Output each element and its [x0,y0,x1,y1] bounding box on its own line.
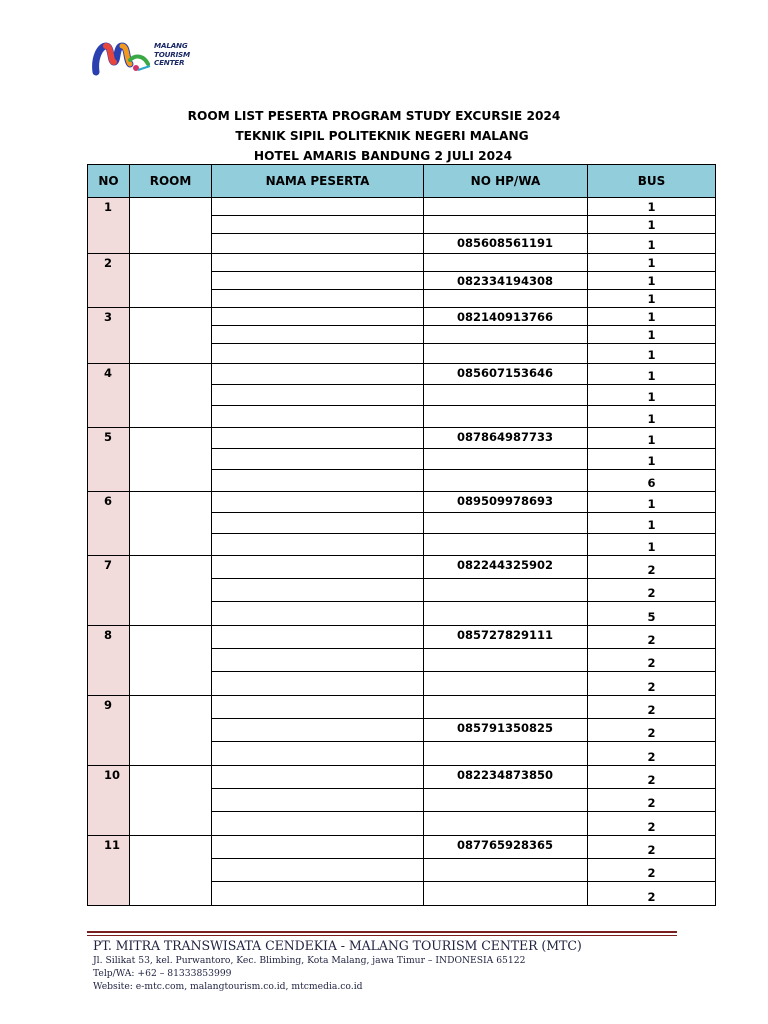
room-number-cell: 7 [88,556,130,626]
bus-cell: 2 [588,649,716,672]
participant-name-cell [212,344,424,364]
participant-name-cell [212,234,424,254]
room-cell [130,626,212,696]
bus-cell: 1 [588,492,716,513]
phone-cell: 087864987733 [424,428,588,449]
header-bus: BUS [588,165,716,198]
phone-cell [424,216,588,234]
table-row [88,198,716,216]
participant-name-cell [212,492,424,513]
room-cell [130,364,212,428]
phone-cell: 082234873850 [424,766,588,789]
phone-cell [424,513,588,534]
bus-cell: 2 [588,579,716,602]
room-number-cell: 1 [88,198,130,254]
room-number-cell: 3 [88,308,130,364]
bus-cell: 1 [588,385,716,406]
header-no: NO [88,165,130,198]
phone-cell: 085791350825 [424,719,588,742]
participant-name-cell [212,602,424,626]
document-title-block [0,106,768,166]
room-cell [130,428,212,492]
phone-cell [424,882,588,906]
bus-cell: 1 [588,513,716,534]
participant-name-cell [212,696,424,719]
table-header-row [88,165,716,198]
phone-cell [424,602,588,626]
room-number-cell: 9 [88,696,130,766]
table-row [88,254,716,272]
bus-cell: 1 [588,534,716,556]
table-row [88,836,716,859]
phone-cell: 089509978693 [424,492,588,513]
bus-cell: 2 [588,556,716,579]
bus-cell: 1 [588,428,716,449]
mtc-logo-mark-icon [92,38,154,78]
phone-cell [424,344,588,364]
bus-cell: 2 [588,836,716,859]
phone-cell [424,672,588,696]
phone-cell: 082140913766 [424,308,588,326]
footer-rule-thick [87,931,677,933]
room-number-cell: 2 [88,254,130,308]
header-nama-peserta: NAMA PESERTA [212,165,424,198]
table-row [88,492,716,513]
phone-cell [424,579,588,602]
title-line2: TEKNIK SIPIL POLITEKNIK NEGERI MALANG [235,129,529,143]
bus-cell: 1 [588,272,716,290]
table-row [88,364,716,385]
header-phone: NO HP/WA [424,165,588,198]
phone-cell [424,470,588,492]
phone-cell [424,198,588,216]
phone-cell: 082244325902 [424,556,588,579]
room-cell [130,696,212,766]
table-row [88,766,716,789]
participant-name-cell [212,364,424,385]
phone-cell [424,859,588,882]
bus-cell: 5 [588,602,716,626]
participant-name-cell [212,672,424,696]
bus-cell: 1 [588,308,716,326]
room-cell [130,556,212,626]
phone-cell [424,789,588,812]
participant-name-cell [212,513,424,534]
room-list-table [87,164,716,906]
bus-cell: 2 [588,789,716,812]
room-number-cell: 11 [88,836,130,906]
room-cell [130,198,212,254]
participant-name-cell [212,216,424,234]
bus-cell: 1 [588,449,716,470]
room-number-cell: 8 [88,626,130,696]
phone-cell: 087765928365 [424,836,588,859]
bus-cell: 2 [588,859,716,882]
title-line1: ROOM LIST PESERTA PROGRAM STUDY EXCURSIE 2024 [187,109,561,123]
bus-cell: 1 [588,234,716,254]
participant-name-cell [212,719,424,742]
participant-name-cell [212,406,424,428]
table-row [88,696,716,719]
participant-name-cell [212,649,424,672]
phone-cell: 085608561191 [424,234,588,254]
phone-cell [424,406,588,428]
participant-name-cell [212,449,424,470]
phone-cell: 082334194308 [424,272,588,290]
bus-cell: 1 [588,406,716,428]
participant-name-cell [212,859,424,882]
bus-cell: 2 [588,812,716,836]
room-number-cell: 6 [88,492,130,556]
bus-cell: 1 [588,290,716,308]
phone-cell [424,649,588,672]
phone-cell [424,534,588,556]
room-cell [130,254,212,308]
bus-cell: 2 [588,882,716,906]
logo-line3: CENTER [154,58,185,68]
bus-cell: 2 [588,626,716,649]
logo-line1: MALANG [154,41,188,50]
participant-name-cell [212,556,424,579]
mtc-logo [92,38,202,78]
footer-address: Jl. Silikat 53, kel. Purwantoro, Kec. Blimbing, Kota Malang, jawa Timur – INDONESIA 65122 [93,955,526,966]
bus-cell: 6 [588,470,716,492]
logo-wordmark [154,42,214,68]
participant-name-cell [212,254,424,272]
footer-telp: Telp/WA: +62 – 81333853999 [93,968,232,979]
title-line3: HOTEL AMARIS BANDUNG 2 JULI 2024 [253,149,513,163]
phone-cell [424,742,588,766]
bus-cell: 2 [588,719,716,742]
bus-cell: 2 [588,766,716,789]
table-row [88,556,716,579]
bus-cell: 2 [588,696,716,719]
participant-name-cell [212,326,424,344]
room-cell [130,766,212,836]
participant-name-cell [212,789,424,812]
phone-cell [424,696,588,719]
phone-cell [424,385,588,406]
bus-cell: 1 [588,364,716,385]
phone-cell [424,449,588,470]
phone-cell: 085727829111 [424,626,588,649]
table-row [88,428,716,449]
footer-rule-thin [87,935,677,936]
participant-name-cell [212,385,424,406]
participant-name-cell [212,308,424,326]
participant-name-cell [212,766,424,789]
room-number-cell: 10 [88,766,130,836]
phone-cell: 085607153646 [424,364,588,385]
participant-name-cell [212,290,424,308]
participant-name-cell [212,626,424,649]
participant-name-cell [212,534,424,556]
participant-name-cell [212,198,424,216]
bus-cell: 1 [588,216,716,234]
participant-name-cell [212,836,424,859]
footer-website: Website: e-mtc.com, malangtourism.co.id, mtcmedia.co.id [93,981,363,992]
participant-name-cell [212,470,424,492]
participant-name-cell [212,812,424,836]
footer-company: PT. MITRA TRANSWISATA CENDEKIA - MALANG TOURISM CENTER (MTC) [93,938,582,953]
bus-cell: 1 [588,344,716,364]
header-room: ROOM [130,165,212,198]
bus-cell: 1 [588,254,716,272]
participant-name-cell [212,579,424,602]
phone-cell [424,812,588,836]
logo-line2: TOURISM [154,49,190,59]
room-number-cell: 5 [88,428,130,492]
participant-name-cell [212,272,424,290]
room-cell [130,836,212,906]
phone-cell [424,290,588,308]
table-body [88,198,716,906]
bus-cell: 2 [588,672,716,696]
room-cell [130,308,212,364]
room-cell [130,492,212,556]
participant-name-cell [212,882,424,906]
participant-name-cell [212,428,424,449]
bus-cell: 1 [588,198,716,216]
room-number-cell: 4 [88,364,130,428]
footer [93,938,582,993]
participant-name-cell [212,742,424,766]
phone-cell [424,254,588,272]
table-row [88,626,716,649]
bus-cell: 1 [588,326,716,344]
phone-cell [424,326,588,344]
table-row [88,308,716,326]
bus-cell: 2 [588,742,716,766]
